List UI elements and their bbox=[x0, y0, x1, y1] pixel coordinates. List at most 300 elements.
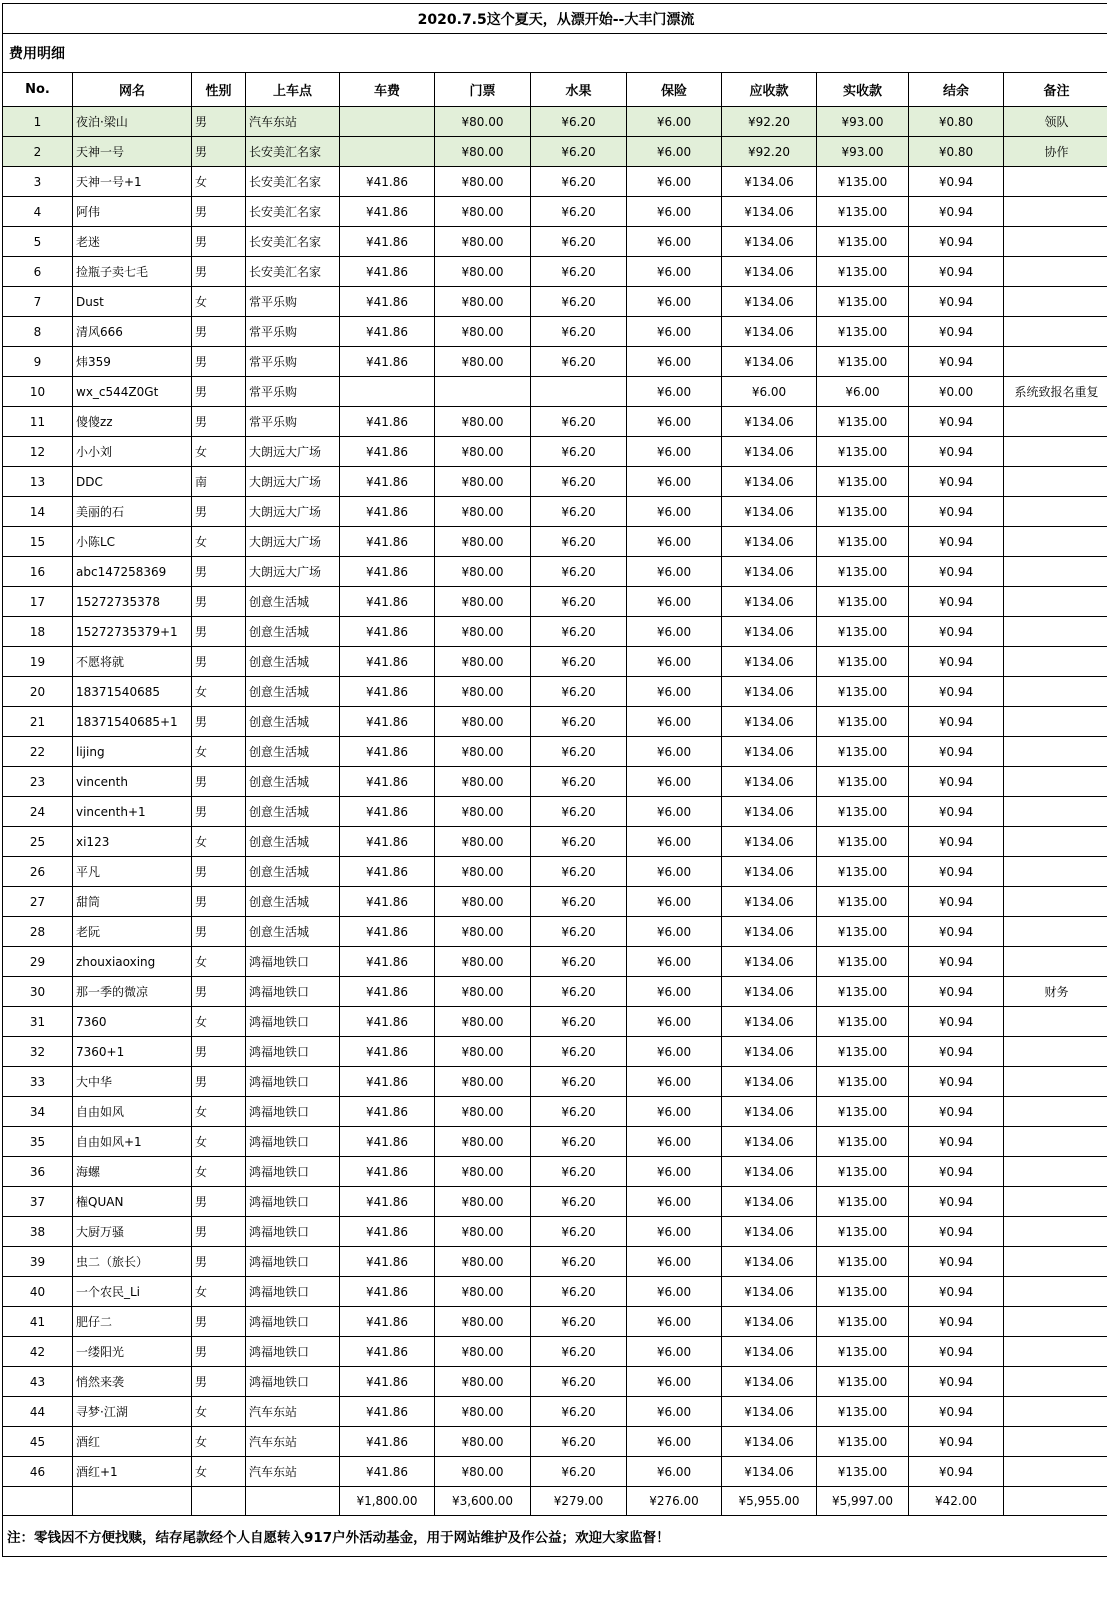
cell-received: ¥135.00 bbox=[817, 197, 909, 227]
cell-balance: ¥0.94 bbox=[909, 1337, 1004, 1367]
cell-fruit: ¥6.20 bbox=[531, 467, 627, 497]
cell-fare: ¥41.86 bbox=[340, 497, 435, 527]
table-row bbox=[3, 1247, 1107, 1277]
cell-name: 自由如风 bbox=[73, 1097, 192, 1127]
cell-fare: ¥41.86 bbox=[340, 1457, 435, 1487]
cell-remark bbox=[1004, 227, 1107, 257]
cell-balance: ¥0.94 bbox=[909, 677, 1004, 707]
column-header-receivable: 应收款 bbox=[722, 73, 817, 107]
cell-fruit: ¥6.20 bbox=[531, 1127, 627, 1157]
cell-balance: ¥0.94 bbox=[909, 917, 1004, 947]
table-row bbox=[3, 497, 1107, 527]
cell-balance: ¥0.94 bbox=[909, 1127, 1004, 1157]
cell-no: 33 bbox=[3, 1067, 73, 1097]
cell-remark bbox=[1004, 767, 1107, 797]
cell-receivable: ¥134.06 bbox=[722, 497, 817, 527]
cell-receivable: ¥134.06 bbox=[722, 197, 817, 227]
footnote: 注：零钱因不方便找赎，结存尾款经个人自愿转入917户外活动基金，用于网站维护及作公益；欢迎大家监督！ bbox=[3, 1516, 1107, 1557]
cell-insurance: ¥6.00 bbox=[627, 1217, 722, 1247]
cell-name: 炜359 bbox=[73, 347, 192, 377]
cell-fare: ¥41.86 bbox=[340, 1097, 435, 1127]
cell-received: ¥135.00 bbox=[817, 1247, 909, 1277]
cell-gender: 女 bbox=[192, 287, 246, 317]
cell-no: 44 bbox=[3, 1397, 73, 1427]
cell-gender: 男 bbox=[192, 1187, 246, 1217]
cell-point: 创意生活城 bbox=[246, 767, 340, 797]
cell-insurance: ¥6.00 bbox=[627, 1007, 722, 1037]
cell-ticket: ¥80.00 bbox=[435, 647, 531, 677]
cell-balance: ¥0.94 bbox=[909, 587, 1004, 617]
cell-remark bbox=[1004, 1367, 1107, 1397]
cell-gender: 男 bbox=[192, 317, 246, 347]
table-row bbox=[3, 437, 1107, 467]
cell-insurance: ¥6.00 bbox=[627, 887, 722, 917]
cell-fare: ¥41.86 bbox=[340, 917, 435, 947]
cell-gender: 男 bbox=[192, 377, 246, 407]
cell-received: ¥135.00 bbox=[817, 977, 909, 1007]
cell-insurance: ¥6.00 bbox=[627, 527, 722, 557]
table-row bbox=[3, 587, 1107, 617]
cell-received: ¥135.00 bbox=[817, 467, 909, 497]
cell-fruit: ¥6.20 bbox=[531, 677, 627, 707]
cell-point: 鸿福地铁口 bbox=[246, 1187, 340, 1217]
cell-received: ¥135.00 bbox=[817, 1367, 909, 1397]
cell-receivable: ¥134.06 bbox=[722, 407, 817, 437]
cell-insurance: ¥6.00 bbox=[627, 167, 722, 197]
cell-point: 常平乐购 bbox=[246, 377, 340, 407]
cell-remark bbox=[1004, 1187, 1107, 1217]
cell-balance: ¥0.94 bbox=[909, 257, 1004, 287]
table-row bbox=[3, 347, 1107, 377]
cell-gender: 男 bbox=[192, 227, 246, 257]
cell-fruit: ¥6.20 bbox=[531, 197, 627, 227]
cell-balance: ¥0.94 bbox=[909, 557, 1004, 587]
cell-point: 常平乐购 bbox=[246, 407, 340, 437]
total-name bbox=[73, 1487, 192, 1516]
cell-gender: 男 bbox=[192, 917, 246, 947]
cell-remark bbox=[1004, 587, 1107, 617]
cell-point: 创意生活城 bbox=[246, 827, 340, 857]
cell-point: 鸿福地铁口 bbox=[246, 1127, 340, 1157]
cell-ticket: ¥80.00 bbox=[435, 497, 531, 527]
cell-ticket: ¥80.00 bbox=[435, 347, 531, 377]
cell-receivable: ¥134.06 bbox=[722, 977, 817, 1007]
cell-no: 24 bbox=[3, 797, 73, 827]
cell-no: 3 bbox=[3, 167, 73, 197]
cell-name: 傻傻zz bbox=[73, 407, 192, 437]
cell-balance: ¥0.94 bbox=[909, 1247, 1004, 1277]
cell-received: ¥135.00 bbox=[817, 1397, 909, 1427]
cell-remark bbox=[1004, 317, 1107, 347]
cell-insurance: ¥6.00 bbox=[627, 1337, 722, 1367]
cell-fruit: ¥6.20 bbox=[531, 1367, 627, 1397]
cell-receivable: ¥134.06 bbox=[722, 1037, 817, 1067]
cell-remark bbox=[1004, 257, 1107, 287]
cell-fare: ¥41.86 bbox=[340, 1187, 435, 1217]
cell-point: 鸿福地铁口 bbox=[246, 1007, 340, 1037]
cell-gender: 女 bbox=[192, 527, 246, 557]
cell-balance: ¥0.94 bbox=[909, 227, 1004, 257]
cell-fruit: ¥6.20 bbox=[531, 887, 627, 917]
cell-point: 鸿福地铁口 bbox=[246, 1277, 340, 1307]
cell-fare: ¥41.86 bbox=[340, 1307, 435, 1337]
cell-ticket: ¥80.00 bbox=[435, 257, 531, 287]
cell-no: 9 bbox=[3, 347, 73, 377]
cell-ticket bbox=[435, 377, 531, 407]
cell-gender: 女 bbox=[192, 1397, 246, 1427]
cell-no: 14 bbox=[3, 497, 73, 527]
table-row bbox=[3, 1457, 1107, 1487]
cell-remark bbox=[1004, 617, 1107, 647]
cell-no: 18 bbox=[3, 617, 73, 647]
cell-fare: ¥41.86 bbox=[340, 797, 435, 827]
cell-received: ¥135.00 bbox=[817, 287, 909, 317]
cell-name: DDC bbox=[73, 467, 192, 497]
cell-received: ¥135.00 bbox=[817, 1457, 909, 1487]
cell-ticket: ¥80.00 bbox=[435, 1157, 531, 1187]
cell-balance: ¥0.94 bbox=[909, 857, 1004, 887]
cell-ticket: ¥80.00 bbox=[435, 827, 531, 857]
table-body bbox=[3, 107, 1107, 1487]
cell-fare: ¥41.86 bbox=[340, 1367, 435, 1397]
table-row bbox=[3, 737, 1107, 767]
cell-receivable: ¥134.06 bbox=[722, 677, 817, 707]
total-no bbox=[3, 1487, 73, 1516]
cell-receivable: ¥134.06 bbox=[722, 587, 817, 617]
cell-no: 8 bbox=[3, 317, 73, 347]
cell-received: ¥135.00 bbox=[817, 227, 909, 257]
cell-insurance: ¥6.00 bbox=[627, 497, 722, 527]
cell-insurance: ¥6.00 bbox=[627, 857, 722, 887]
column-header-balance: 结余 bbox=[909, 73, 1004, 107]
cell-balance: ¥0.80 bbox=[909, 137, 1004, 167]
cell-fare: ¥41.86 bbox=[340, 857, 435, 887]
cell-received: ¥135.00 bbox=[817, 1157, 909, 1187]
cell-point: 长安美汇名家 bbox=[246, 167, 340, 197]
cell-received: ¥135.00 bbox=[817, 257, 909, 287]
table-row bbox=[3, 1067, 1107, 1097]
cell-ticket: ¥80.00 bbox=[435, 197, 531, 227]
cell-gender: 南 bbox=[192, 467, 246, 497]
cell-fruit: ¥6.20 bbox=[531, 1247, 627, 1277]
cell-ticket: ¥80.00 bbox=[435, 1067, 531, 1097]
cell-insurance: ¥6.00 bbox=[627, 1307, 722, 1337]
cell-gender: 男 bbox=[192, 887, 246, 917]
total-received: ¥5,997.00 bbox=[817, 1487, 909, 1516]
cell-insurance: ¥6.00 bbox=[627, 707, 722, 737]
table-row bbox=[3, 1097, 1107, 1127]
cell-receivable: ¥134.06 bbox=[722, 1247, 817, 1277]
cell-gender: 男 bbox=[192, 647, 246, 677]
cell-remark: 财务 bbox=[1004, 977, 1107, 1007]
cell-name: 15272735379+1 bbox=[73, 617, 192, 647]
cell-balance: ¥0.94 bbox=[909, 647, 1004, 677]
table-row bbox=[3, 557, 1107, 587]
cell-gender: 男 bbox=[192, 1247, 246, 1277]
total-balance: ¥42.00 bbox=[909, 1487, 1004, 1516]
cell-fruit: ¥6.20 bbox=[531, 857, 627, 887]
cell-receivable: ¥134.06 bbox=[722, 1157, 817, 1187]
table-row bbox=[3, 377, 1107, 407]
cell-remark bbox=[1004, 467, 1107, 497]
cell-remark bbox=[1004, 947, 1107, 977]
cell-fare: ¥41.86 bbox=[340, 1247, 435, 1277]
cell-balance: ¥0.94 bbox=[909, 827, 1004, 857]
section-row bbox=[3, 34, 1107, 73]
cell-fruit: ¥6.20 bbox=[531, 1157, 627, 1187]
cell-received: ¥135.00 bbox=[817, 557, 909, 587]
cell-no: 37 bbox=[3, 1187, 73, 1217]
cell-no: 39 bbox=[3, 1247, 73, 1277]
cell-insurance: ¥6.00 bbox=[627, 407, 722, 437]
cell-received: ¥135.00 bbox=[817, 587, 909, 617]
cell-fruit: ¥6.20 bbox=[531, 317, 627, 347]
cell-received: ¥135.00 bbox=[817, 497, 909, 527]
cell-balance: ¥0.94 bbox=[909, 1307, 1004, 1337]
cell-gender: 男 bbox=[192, 1217, 246, 1247]
cell-name: 小陈LC bbox=[73, 527, 192, 557]
cell-no: 12 bbox=[3, 437, 73, 467]
cell-remark bbox=[1004, 197, 1107, 227]
cell-point: 鸿福地铁口 bbox=[246, 1067, 340, 1097]
cell-point: 常平乐购 bbox=[246, 347, 340, 377]
cell-balance: ¥0.94 bbox=[909, 467, 1004, 497]
cell-receivable: ¥134.06 bbox=[722, 467, 817, 497]
cell-received: ¥135.00 bbox=[817, 1217, 909, 1247]
cell-fruit: ¥6.20 bbox=[531, 947, 627, 977]
footnote-row bbox=[3, 1516, 1107, 1557]
cell-ticket: ¥80.00 bbox=[435, 887, 531, 917]
cell-received: ¥135.00 bbox=[817, 1067, 909, 1097]
column-header-fruit: 水果 bbox=[531, 73, 627, 107]
cell-ticket: ¥80.00 bbox=[435, 857, 531, 887]
cell-no: 45 bbox=[3, 1427, 73, 1457]
cell-receivable: ¥134.06 bbox=[722, 737, 817, 767]
cell-receivable: ¥134.06 bbox=[722, 917, 817, 947]
cell-no: 23 bbox=[3, 767, 73, 797]
cell-ticket: ¥80.00 bbox=[435, 527, 531, 557]
cell-fruit: ¥6.20 bbox=[531, 707, 627, 737]
cell-fare: ¥41.86 bbox=[340, 1127, 435, 1157]
cell-fare: ¥41.86 bbox=[340, 1277, 435, 1307]
cell-ticket: ¥80.00 bbox=[435, 1037, 531, 1067]
cell-balance: ¥0.94 bbox=[909, 437, 1004, 467]
cell-fruit: ¥6.20 bbox=[531, 1307, 627, 1337]
cell-received: ¥135.00 bbox=[817, 347, 909, 377]
cell-receivable: ¥134.06 bbox=[722, 1127, 817, 1157]
cell-gender: 男 bbox=[192, 857, 246, 887]
cell-insurance: ¥6.00 bbox=[627, 1277, 722, 1307]
cell-name: 悄然来袭 bbox=[73, 1367, 192, 1397]
cell-fruit: ¥6.20 bbox=[531, 557, 627, 587]
cell-fare: ¥41.86 bbox=[340, 707, 435, 737]
cell-fare bbox=[340, 137, 435, 167]
cell-name: zhouxiaoxing bbox=[73, 947, 192, 977]
cell-name: 権QUAN bbox=[73, 1187, 192, 1217]
cell-point: 鸿福地铁口 bbox=[246, 1157, 340, 1187]
cell-received: ¥135.00 bbox=[817, 707, 909, 737]
cell-receivable: ¥134.06 bbox=[722, 1367, 817, 1397]
cell-receivable: ¥134.06 bbox=[722, 527, 817, 557]
cell-insurance: ¥6.00 bbox=[627, 257, 722, 287]
cell-ticket: ¥80.00 bbox=[435, 1187, 531, 1217]
table-row bbox=[3, 467, 1107, 497]
table-row bbox=[3, 1157, 1107, 1187]
cell-name: 一个农民_Li bbox=[73, 1277, 192, 1307]
cell-gender: 女 bbox=[192, 1097, 246, 1127]
cell-received: ¥135.00 bbox=[817, 1127, 909, 1157]
cell-balance: ¥0.94 bbox=[909, 197, 1004, 227]
column-header-ticket: 门票 bbox=[435, 73, 531, 107]
cell-fare: ¥41.86 bbox=[340, 527, 435, 557]
cell-gender: 女 bbox=[192, 827, 246, 857]
cell-received: ¥135.00 bbox=[817, 167, 909, 197]
cell-insurance: ¥6.00 bbox=[627, 377, 722, 407]
table-row bbox=[3, 257, 1107, 287]
total-insurance: ¥276.00 bbox=[627, 1487, 722, 1516]
cell-insurance: ¥6.00 bbox=[627, 467, 722, 497]
cell-balance: ¥0.94 bbox=[909, 1277, 1004, 1307]
cell-received: ¥6.00 bbox=[817, 377, 909, 407]
table-row bbox=[3, 707, 1107, 737]
cell-fare bbox=[340, 107, 435, 137]
cell-balance: ¥0.94 bbox=[909, 977, 1004, 1007]
cell-receivable: ¥134.06 bbox=[722, 557, 817, 587]
cell-point: 常平乐购 bbox=[246, 287, 340, 317]
cell-received: ¥135.00 bbox=[817, 857, 909, 887]
cell-ticket: ¥80.00 bbox=[435, 1247, 531, 1277]
cell-balance: ¥0.94 bbox=[909, 167, 1004, 197]
cell-point: 鸿福地铁口 bbox=[246, 1247, 340, 1277]
cell-ticket: ¥80.00 bbox=[435, 587, 531, 617]
cell-name: 夜泊·梁山 bbox=[73, 107, 192, 137]
cell-balance: ¥0.94 bbox=[909, 1457, 1004, 1487]
cell-fruit: ¥6.20 bbox=[531, 257, 627, 287]
cell-balance: ¥0.80 bbox=[909, 107, 1004, 137]
cell-receivable: ¥134.06 bbox=[722, 317, 817, 347]
cell-name: 7360 bbox=[73, 1007, 192, 1037]
cell-receivable: ¥134.06 bbox=[722, 1067, 817, 1097]
cell-received: ¥135.00 bbox=[817, 317, 909, 347]
cell-ticket: ¥80.00 bbox=[435, 617, 531, 647]
cell-name: 天神一号 bbox=[73, 137, 192, 167]
cell-no: 16 bbox=[3, 557, 73, 587]
cell-balance: ¥0.94 bbox=[909, 1427, 1004, 1457]
table-row bbox=[3, 797, 1107, 827]
cell-ticket: ¥80.00 bbox=[435, 1307, 531, 1337]
total-fruit: ¥279.00 bbox=[531, 1487, 627, 1516]
cell-gender: 女 bbox=[192, 1457, 246, 1487]
cell-gender: 女 bbox=[192, 1277, 246, 1307]
cell-no: 41 bbox=[3, 1307, 73, 1337]
cell-name: 那一季的微凉 bbox=[73, 977, 192, 1007]
cell-point: 大朗远大广场 bbox=[246, 557, 340, 587]
cell-point: 大朗远大广场 bbox=[246, 527, 340, 557]
cell-name: 酒红 bbox=[73, 1427, 192, 1457]
cell-point: 鸿福地铁口 bbox=[246, 1217, 340, 1247]
cell-gender: 男 bbox=[192, 767, 246, 797]
cell-fruit: ¥6.20 bbox=[531, 767, 627, 797]
cell-fruit: ¥6.20 bbox=[531, 1427, 627, 1457]
cell-no: 21 bbox=[3, 707, 73, 737]
cell-balance: ¥0.94 bbox=[909, 527, 1004, 557]
cell-point: 汽车东站 bbox=[246, 1427, 340, 1457]
cell-name: 老迷 bbox=[73, 227, 192, 257]
cell-remark bbox=[1004, 497, 1107, 527]
table-row bbox=[3, 287, 1107, 317]
cell-gender: 女 bbox=[192, 737, 246, 767]
cell-receivable: ¥134.06 bbox=[722, 647, 817, 677]
cell-fruit: ¥6.20 bbox=[531, 647, 627, 677]
cell-point: 大朗远大广场 bbox=[246, 467, 340, 497]
cell-no: 15 bbox=[3, 527, 73, 557]
cell-balance: ¥0.94 bbox=[909, 1397, 1004, 1427]
cell-ticket: ¥80.00 bbox=[435, 1007, 531, 1037]
table-row bbox=[3, 227, 1107, 257]
table-row bbox=[3, 1217, 1107, 1247]
cell-remark: 系统致报名重复 bbox=[1004, 377, 1107, 407]
table-row bbox=[3, 1397, 1107, 1427]
cell-gender: 男 bbox=[192, 1307, 246, 1337]
cell-point: 鸿福地铁口 bbox=[246, 1367, 340, 1397]
cell-point: 汽车东站 bbox=[246, 1457, 340, 1487]
cell-name: 7360+1 bbox=[73, 1037, 192, 1067]
cell-ticket: ¥80.00 bbox=[435, 1367, 531, 1397]
cell-insurance: ¥6.00 bbox=[627, 437, 722, 467]
cell-gender: 男 bbox=[192, 1067, 246, 1097]
cell-gender: 男 bbox=[192, 797, 246, 827]
cell-name: wx_c544Z0Gt bbox=[73, 377, 192, 407]
cell-insurance: ¥6.00 bbox=[627, 1187, 722, 1217]
cell-no: 17 bbox=[3, 587, 73, 617]
cell-receivable: ¥134.06 bbox=[722, 827, 817, 857]
cell-ticket: ¥80.00 bbox=[435, 767, 531, 797]
cell-remark bbox=[1004, 1097, 1107, 1127]
table-row bbox=[3, 677, 1107, 707]
cell-no: 13 bbox=[3, 467, 73, 497]
cell-receivable: ¥134.06 bbox=[722, 1217, 817, 1247]
cell-fruit: ¥6.20 bbox=[531, 527, 627, 557]
cell-gender: 男 bbox=[192, 1037, 246, 1067]
cell-fare: ¥41.86 bbox=[340, 947, 435, 977]
cell-remark bbox=[1004, 437, 1107, 467]
cell-name: 清风666 bbox=[73, 317, 192, 347]
cell-remark bbox=[1004, 1307, 1107, 1337]
table-row bbox=[3, 827, 1107, 857]
cell-gender: 男 bbox=[192, 977, 246, 1007]
cell-balance: ¥0.94 bbox=[909, 737, 1004, 767]
cell-fare bbox=[340, 377, 435, 407]
cell-balance: ¥0.94 bbox=[909, 1157, 1004, 1187]
cell-fruit: ¥6.20 bbox=[531, 1067, 627, 1097]
table-row bbox=[3, 1277, 1107, 1307]
cell-receivable: ¥134.06 bbox=[722, 707, 817, 737]
cell-gender: 女 bbox=[192, 1127, 246, 1157]
cell-fare: ¥41.86 bbox=[340, 347, 435, 377]
cell-name: 18371540685 bbox=[73, 677, 192, 707]
cell-insurance: ¥6.00 bbox=[627, 287, 722, 317]
cell-fare: ¥41.86 bbox=[340, 587, 435, 617]
cell-fruit: ¥6.20 bbox=[531, 1217, 627, 1247]
expense-table bbox=[2, 3, 1107, 1557]
cell-remark bbox=[1004, 1427, 1107, 1457]
cell-fare: ¥41.86 bbox=[340, 827, 435, 857]
table-row bbox=[3, 1127, 1107, 1157]
cell-remark bbox=[1004, 1037, 1107, 1067]
cell-balance: ¥0.94 bbox=[909, 1037, 1004, 1067]
table-row bbox=[3, 197, 1107, 227]
cell-remark bbox=[1004, 1007, 1107, 1037]
